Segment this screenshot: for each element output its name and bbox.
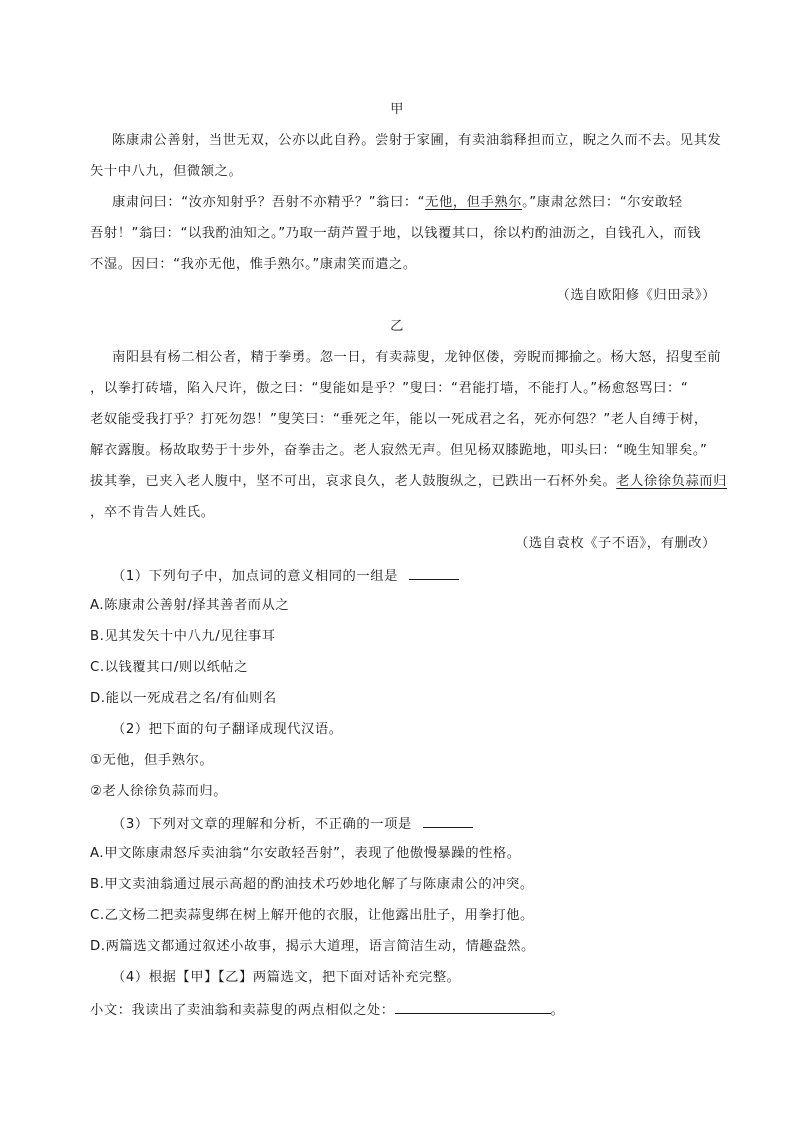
passage-b-title: 乙 (390, 319, 404, 334)
passage-b-line5 (90, 472, 730, 492)
question-1-stem (112, 565, 752, 587)
question-2-sentence-2: ②老人徐徐负蒜而归。 (90, 784, 228, 799)
passage-a-p2-text-cont: 。”康肃忿然曰：“尔安敢轻 (522, 195, 683, 210)
question-3-option-d: D.两篇选文都通过叙述小故事，揭示大道理，语言简洁生动，情趣盎然。 (90, 939, 535, 954)
passage-b-line5-text: 拔其拳，已夹入老人腹中，坚不可出，哀求良久，老人鼓腹纵之，已跌出一石杯外矣。 (90, 474, 617, 489)
passage-a-title: 甲 (390, 102, 404, 117)
question-4-stem: （4）根据【甲】【乙】两篇选文，把下面对话补充完整。 (112, 970, 461, 985)
passage-a-p1-line1: 陈康肃公善射，当世无双，公亦以此自矜。尝射于家圃，有卖油翁释担而立，睨之久而不去。见其发 (112, 133, 722, 148)
question-1-text: （1）下列句子中，加点词的意义相同的一组是 (112, 569, 398, 584)
passage-a-source: （选自欧阳修《归田录》） (556, 288, 716, 303)
question-2-stem: （2）把下面的句子翻译成现代汉语。 (112, 722, 343, 737)
question-3-option-c: C.乙文杨二把卖蒜叟绑在树上解开他的衣服，让他露出肚子，用拳打他。 (90, 908, 534, 923)
question-1-option-d: D.能以一死成君之名/有仙则名 (90, 691, 277, 706)
passage-b-line4: 解衣露腹。杨故取势于十步外，奋拳击之。老人寂然无声。但见杨双膝跪地，叩头曰：“晚生知罪矣。” (90, 443, 708, 458)
question-3-option-a: A.甲文陈康肃怒斥卖油翁“尔安敢轻吾射”，表现了他傲慢暴躁的性格。 (90, 846, 521, 861)
passage-b-line2: ，以拳打砖墙，陷入尺许，傲之曰：“叟能如是乎？”叟曰：“君能打墙，不能打人。”杨愈怒骂曰：“ (90, 381, 689, 396)
question-2-sentence-1: ①无他，但手熟尔。 (90, 753, 214, 768)
question-1-option-c: C.以钱覆其口/则以纸帖之 (90, 660, 249, 675)
passage-a-p2-line3: 不湿。因曰：“我亦无他，惟手熟尔。”康肃笑而遣之。 (90, 257, 417, 272)
question-3-text: （3）下列对文章的理解和分析，不正确的一项是 (112, 817, 412, 832)
passage-a-p2-line2: 吾射！”翁曰：“以我酌油知之。”乃取一葫芦置于地，以钱覆其口，徐以杓酌油沥之，自钱孔入，而钱 (90, 226, 702, 241)
passage-a-p2-line1 (112, 193, 730, 213)
question-4-end: 。 (550, 1003, 565, 1018)
underlined-phrase: 无他，但手熟尔 (425, 195, 523, 210)
underlined-sentence: 老人徐徐负蒜而归 (616, 474, 727, 489)
question-1-option-a: A.陈康肃公善射/择其善者而从之 (90, 598, 290, 613)
answer-blank[interactable] (423, 813, 473, 828)
passage-a-p2-text: 康肃问曰：“汝亦知射乎？吾射不亦精乎？”翁曰： (112, 195, 418, 210)
question-1-option-b: B.见其发矢十中八九/见往事耳 (90, 629, 276, 644)
passage-b-source: （选自袁枚《子不语》，有删改） (514, 536, 716, 551)
passage-b-line1: 南阳县有杨二相公者，精于拳勇。忽一日，有卖蒜叟，龙钟伛偻，旁睨而揶揄之。杨大怒，招叟至前 (112, 350, 722, 365)
answer-blank[interactable] (395, 999, 551, 1014)
passage-b-line3: 老奴能受我打乎？打死勿怨！”叟笑曰：“垂死之年，能以一死成君之名，死亦何怨？”老人自缚于树， (90, 412, 708, 427)
question-3-stem (112, 813, 752, 835)
question-4-prompt-line (90, 999, 730, 1021)
question-3-option-b: B.甲文卖油翁通过展示高超的酌油技术巧妙地化解了与陈康肃公的冲突。 (90, 877, 534, 892)
passage-b-line6: ，卒不肯告人姓氏。 (90, 505, 215, 520)
answer-blank[interactable] (409, 565, 459, 580)
quote-open: “ (417, 195, 426, 210)
question-4-prompt: 小文：我读出了卖油翁和卖蒜叟的两点相似之处： (90, 1003, 395, 1018)
passage-a-p1-line2: 矢十中八九，但微颔之。 (90, 164, 243, 179)
